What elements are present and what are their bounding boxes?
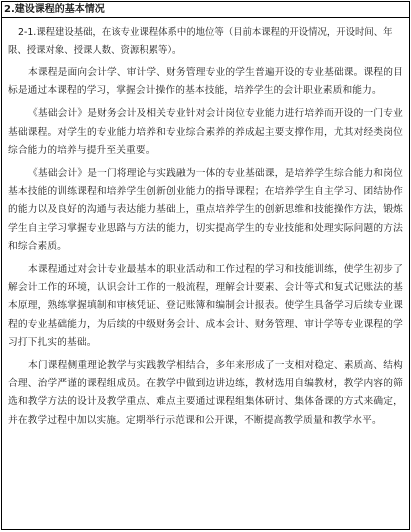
intro-prompt: 2-1.课程建设基础，在该专业课程体系中的地位等（目前本课程的开设情况，开设时间、年限、授课对象、授课人数、资源积累等）。 bbox=[8, 27, 393, 56]
paragraph-teaching-team: 本门课程侧重理论教学与实践教学相结合，多年来形成了一支相对稳定、素质高、结构合理、治学严谨的课程组成员。在教学中做到边讲边练，教材选用自编教材，教学内容的筛选和教学方法的设计及教学重点、难点主要通过课程组集体研讨、集体备课的方式来确定，并在教学过程中加以实施。定期举行示范课和公开课，不断提高教学质量和教学水平。 bbox=[8, 360, 403, 426]
paragraph-course-objectives: 本课程通过对会计专业最基本的职业活动和工作过程的学习和技能训练，使学生初步了解会计工作的环境，认识会计工作的一般流程，理解会计要素、会计等式和复式记账法的基本原理，熟练掌握填制和审核凭证、登记账簿和编制会计报表。使学生具备学习后续专业课程的专业基础能力，为后续的中级财务会计、成本会计、财务管理、审计学等专业课程的学习打下扎实的基础。 bbox=[8, 264, 403, 348]
document-sheet bbox=[1, 1, 410, 530]
paragraph-course-nature: 《基础会计》是一门将理论与实践融为一体的专业基础课，是培养学生综合能力和岗位基本技能的训练课程和培养学生创新创业能力的指导课程；在培养学生自主学习、团结协作的能力以及良好的沟通与表达能力基础上，重点培养学生的创新思维和技能操作方法，锻炼学生自主学习掌握专业思路与方法的能力，切实提高学生的专业技能和处理实际问题的方法和综合素质。 bbox=[8, 168, 403, 252]
paragraph-course-overview: 本课程是面向会计学、审计学、财务管理专业的学生普遍开设的专业基础课。课程的目标是通过本课程的学习，掌握会计操作的基本技能，培养学生的会计职业素质和能力。 bbox=[8, 67, 403, 97]
section-body bbox=[2, 18, 409, 430]
section-title: 2.建设课程的基本情况 bbox=[2, 2, 409, 18]
paragraph-course-role: 《基础会计》是财务会计及相关专业针对会计岗位专业能力进行培养而开设的一门专业基础课程。对学生的专业能力培养和专业综合素养的养成起主要支撑作用，尤其对经类岗位综合能力的培养与提升至关重要。 bbox=[8, 108, 403, 156]
